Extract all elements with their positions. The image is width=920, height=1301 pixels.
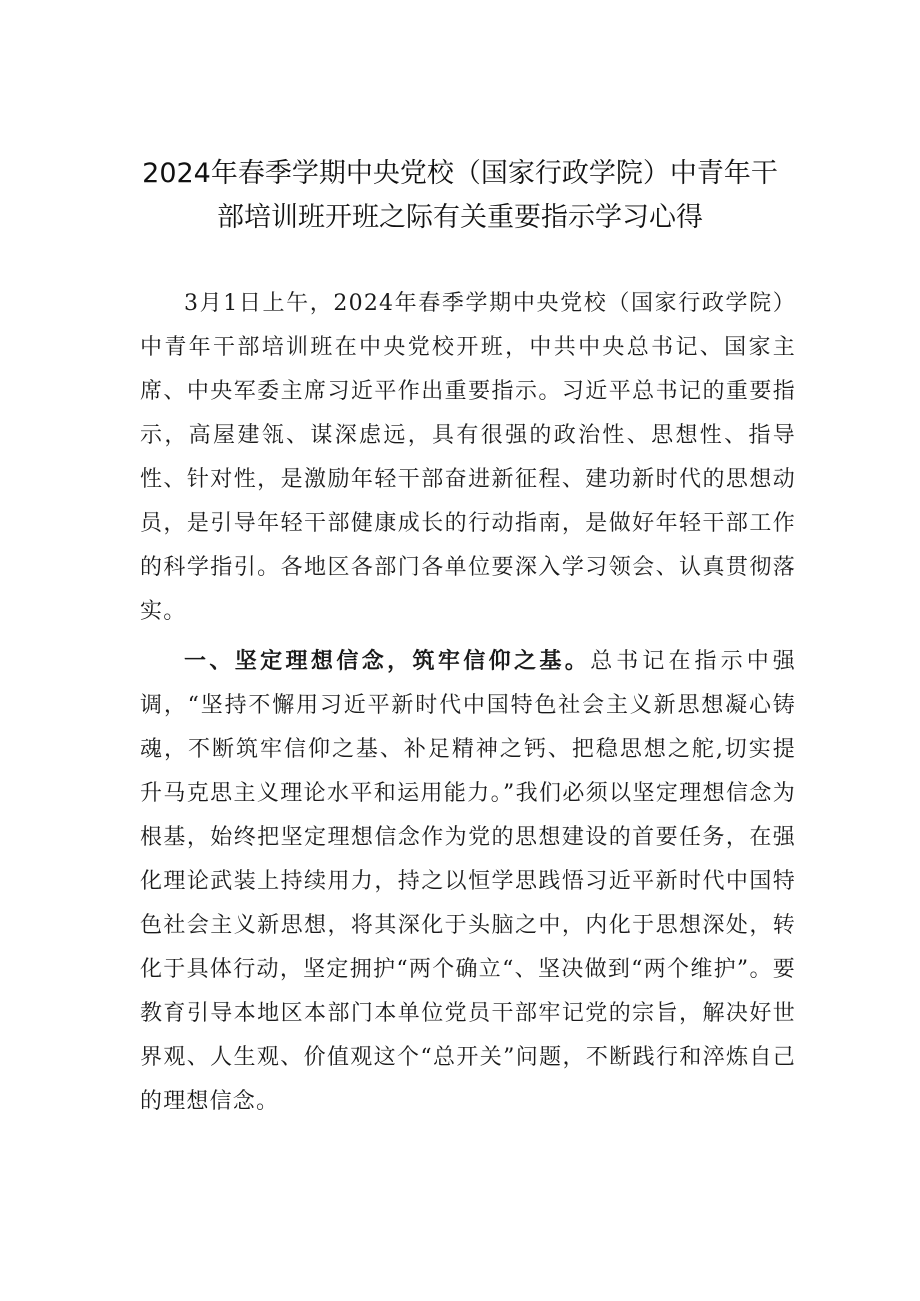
document-title (120, 152, 800, 240)
section-1-body: 总书记在指示中强调，“坚持不懈用习近平新时代中国特色社会主义新思想凝心铸魂，不断筑牢信仰之基、补足精神之钙、把稳思想之舵,切实提升马克思主义理论水平和运用能力。”我们必须以坚定理想信念为根基，始终把坚定理想信念作为党的思想建设的首要任务，在强化理论武装上持续用力，持之以恒学思践悟习近平新时代中国特色社会主义新思想，将其深化于头脑之中，内化于思想深处，转化于具体行动，坚定拥护“两个确立“、坚决做到“两个维护”。要教育引导本地区本部门本单位党员干部牢记党的宗旨，解决好世界观、人生观、价值观这个“总开关”问题，不断践行和淬炼自己的理想信念。 (140, 649, 796, 1114)
section-1-heading: 一、坚定理想信念，筑牢信仰之基。 (184, 649, 591, 674)
title-line-1: 2024年春季学期中央党校（国家行政学院）中青年干 (142, 158, 778, 189)
paragraph-intro: 3月1日上午，2024年春季学期中央党校（国家行政学院）中青年干部培训班在中央党校开班，中共中央总书记、国家主席、中央军委主席习近平作出重要指示。习近平总书记的重要指示，高屋建瓴、谋深虑远，具有很强的政治性、思想性、指导性、针对性，是激励年轻干部奋进新征程、建功新时代的思想动员，是引导年轻干部健康成长的行动指南，是做好年轻干部工作的科学指引。各地区各部门各单位要深入学习领会、认真贯彻落实。 (140, 291, 796, 624)
paragraph-section-1 (140, 640, 796, 1124)
title-line-2: 部培训班开班之际有关重要指示学习心得 (217, 202, 703, 233)
